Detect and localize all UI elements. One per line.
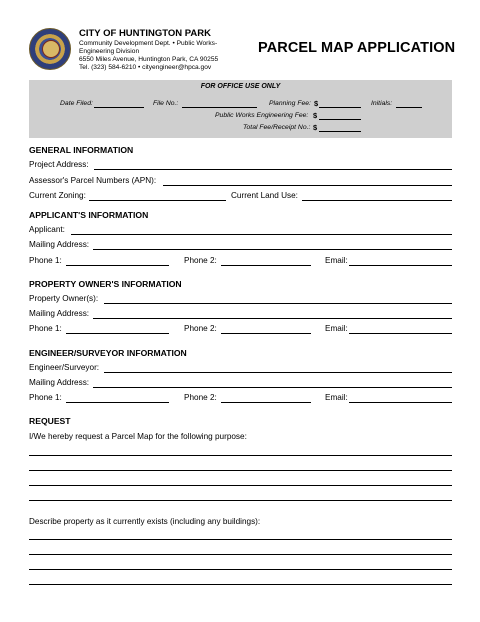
owner-label: Property Owner(s): xyxy=(29,294,99,303)
owner-phone1-field[interactable] xyxy=(66,333,169,334)
engineer-email-field[interactable] xyxy=(349,402,452,403)
apn-field[interactable] xyxy=(163,185,452,186)
applicant-info-heading: APPLICANT'S INFORMATION xyxy=(29,210,149,220)
owner-mailing-label: Mailing Address: xyxy=(29,309,90,318)
engineer-mailing-label: Mailing Address: xyxy=(29,378,90,387)
engineer-phone2-field[interactable] xyxy=(221,402,311,403)
engineer-label: Engineer/Surveyor: xyxy=(29,363,100,372)
initials-field[interactable] xyxy=(396,107,422,108)
request-purpose-label: I/We hereby request a Parcel Map for the following purpose: xyxy=(29,432,247,441)
page-title: PARCEL MAP APPLICATION xyxy=(258,40,456,56)
applicant-mailing-field[interactable] xyxy=(93,249,452,250)
date-filed-label: Date Filed: xyxy=(60,100,93,107)
describe-line-3[interactable] xyxy=(29,569,452,570)
purpose-line-4[interactable] xyxy=(29,500,452,501)
org-name: CITY OF HUNTINGTON PARK xyxy=(79,28,211,39)
purpose-line-1[interactable] xyxy=(29,455,452,456)
contact-line: Tel. (323) 584-6210 • cityengineer@hpca.gov xyxy=(79,64,212,71)
project-address-field[interactable] xyxy=(94,169,452,170)
engineer-field[interactable] xyxy=(104,372,452,373)
apn-label: Assessor's Parcel Numbers (APN): xyxy=(29,176,157,185)
owner-email-field[interactable] xyxy=(349,333,452,334)
purpose-line-2[interactable] xyxy=(29,470,452,471)
engineer-email-label: Email: xyxy=(325,393,348,402)
total-fee-currency: $ xyxy=(313,123,318,132)
engineer-phone1-field[interactable] xyxy=(66,402,169,403)
current-zoning-label: Current Zoning: xyxy=(29,191,86,200)
file-no-label: File No.: xyxy=(153,100,179,107)
owner-phone1-label: Phone 1: xyxy=(29,324,62,333)
city-seal-icon xyxy=(29,28,71,70)
total-fee-field[interactable] xyxy=(319,131,361,132)
applicant-phone2-label: Phone 2: xyxy=(184,256,217,265)
purpose-line-3[interactable] xyxy=(29,485,452,486)
owner-phone2-field[interactable] xyxy=(221,333,311,334)
planning-fee-field[interactable] xyxy=(319,107,361,108)
current-zoning-field[interactable] xyxy=(89,200,226,201)
owner-info-heading: PROPERTY OWNER'S INFORMATION xyxy=(29,279,182,289)
applicant-label: Applicant: xyxy=(29,225,65,234)
engineer-phone2-label: Phone 2: xyxy=(184,393,217,402)
describe-line-4[interactable] xyxy=(29,584,452,585)
engineer-info-heading: ENGINEER/SURVEYOR INFORMATION xyxy=(29,348,187,358)
applicant-phone1-field[interactable] xyxy=(66,265,169,266)
pw-fee-label: Public Works Engineering Fee: xyxy=(215,112,309,119)
request-heading: REQUEST xyxy=(29,416,71,426)
owner-mailing-field[interactable] xyxy=(93,318,452,319)
file-no-field[interactable] xyxy=(182,107,257,108)
office-use-heading: FOR OFFICE USE ONLY xyxy=(200,83,281,90)
describe-line-1[interactable] xyxy=(29,539,452,540)
general-info-heading: GENERAL INFORMATION xyxy=(29,145,134,155)
owner-phone2-label: Phone 2: xyxy=(184,324,217,333)
address-line: 6550 Miles Avenue, Huntington Park, CA 90255 xyxy=(79,56,219,63)
planning-fee-label: Planning Fee: xyxy=(269,100,311,107)
total-fee-label: Total Fee/Receipt No.: xyxy=(243,124,311,131)
applicant-mailing-label: Mailing Address: xyxy=(29,240,90,249)
applicant-field[interactable] xyxy=(71,234,452,235)
current-land-use-label: Current Land Use: xyxy=(231,191,298,200)
pw-fee-field[interactable] xyxy=(319,119,361,120)
describe-property-label: Describe property as it currently exists (including any buildings): xyxy=(29,517,261,526)
applicant-email-label: Email: xyxy=(325,256,348,265)
current-land-use-field[interactable] xyxy=(302,200,452,201)
planning-fee-currency: $ xyxy=(314,99,319,108)
project-address-label: Project Address: xyxy=(29,160,89,169)
applicant-phone2-field[interactable] xyxy=(221,265,311,266)
dept-line: Community Development Dept. • Public Works- xyxy=(79,40,218,47)
applicant-email-field[interactable] xyxy=(349,265,452,266)
division-line: Engineering Division xyxy=(79,48,140,55)
engineer-mailing-field[interactable] xyxy=(93,387,452,388)
engineer-phone1-label: Phone 1: xyxy=(29,393,62,402)
office-use-box xyxy=(29,80,452,138)
owner-email-label: Email: xyxy=(325,324,348,333)
date-filed-field[interactable] xyxy=(94,107,144,108)
owner-field[interactable] xyxy=(104,303,452,304)
describe-line-2[interactable] xyxy=(29,554,452,555)
pw-fee-currency: $ xyxy=(313,111,318,120)
initials-label: Initials: xyxy=(371,100,393,107)
applicant-phone1-label: Phone 1: xyxy=(29,256,62,265)
